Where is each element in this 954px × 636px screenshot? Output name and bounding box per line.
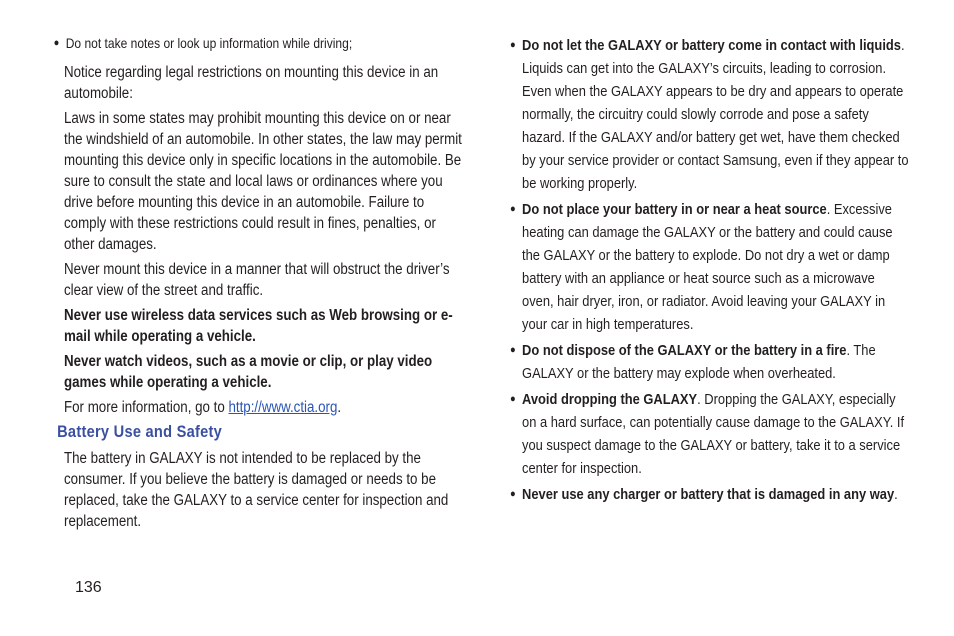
ctia-link[interactable]: http://www.ctia.org (228, 399, 338, 416)
bullet-text: . Liquids can get into the GALAXY’s circuits, leading to corrosion. Even when the GALAXY appears to be dry and appears to operate normally, the circuitry could slowly corrode and pose a safety hazard. If the GALAXY and/or battery get wet, have them checked by your service provider or contact Samsung, even if they appear to be working properly. (522, 37, 909, 192)
wireless-warning: Never use wireless data services such as Web browsing or e-mail while operating a vehicle. (64, 307, 453, 345)
more-info-suffix: . (337, 399, 342, 416)
section-heading: Battery Use and Safety (57, 422, 223, 441)
more-info-prefix: For more information, go to (64, 399, 229, 416)
bullet-dot-icon: ● (510, 203, 516, 215)
bullet-dot-icon: ● (510, 488, 516, 500)
bullet-fire (510, 339, 910, 385)
bullet-bold: Do not let the GALAXY or battery come in contact with liquids (522, 37, 901, 54)
bullet-dot-icon: ● (510, 344, 516, 356)
bullet-bold: Avoid dropping the GALAXY (522, 391, 698, 408)
right-column (510, 34, 910, 509)
bullet-driving-text: Do not take notes or look up information while driving; (65, 35, 353, 51)
notice-paragraph: Notice regarding legal restrictions on mounting this device in an automobile: (64, 64, 439, 102)
bullet-dot-icon: ● (510, 393, 516, 405)
laws-paragraph: Laws in some states may prohibit mounting this device on or near the windshield of an automobile. In other states, the law may permit mounting this device only in specific locations in the automobile. Be sure to consult the state and local laws or ordinances where you drive before mounting this device in an automobile. Failure to comply with these restrictions could result in fines, penalties, or other damages. (64, 110, 462, 253)
bullet-driving (54, 32, 464, 54)
left-column-content (53, 32, 464, 532)
bullet-bold: Do not place your battery in or near a heat source (522, 201, 827, 218)
bullet-dot-icon: ● (510, 39, 516, 51)
bullet-text: . (894, 486, 898, 503)
bullet-text: . Dropping the GALAXY, especially on a hard surface, can potentially cause damage to the GALAXY. If you suspect damage to the GALAXY or battery, take it to a service center for inspection. (522, 391, 905, 477)
bullet-charger (510, 483, 910, 506)
bullet-bold: Never use any charger or battery that is damaged in any way (522, 486, 895, 503)
battery-paragraph: The battery in GALAXY is not intended to be replaced by the consumer. If you believe the battery is damaged or needs to be replaced, take the GALAXY to a service center for inspection and replacement. (64, 450, 449, 530)
bullet-heat (510, 198, 910, 336)
bullet-liquids (510, 34, 910, 195)
left-column (53, 32, 464, 536)
page-number: 136 (75, 579, 102, 596)
never-mount-paragraph: Never mount this device in a manner that will obstruct the driver’s clear view of the street and traffic. (64, 261, 450, 299)
right-column-content (510, 34, 910, 506)
bullet-dropping (510, 388, 910, 480)
bullet-bold: Do not dispose of the GALAXY or the battery in a fire (522, 342, 847, 359)
bullet-dot-icon: ● (53, 37, 60, 49)
bullet-text: . Excessive heating can damage the GALAXY or the battery and could cause the GALAXY or the battery to explode. Do not dry a wet or damp battery with an appliance or heat source such as a microwave oven, hair dryer, iron, or radiator. Avoid leaving your GALAXY in your car in high temperatures. (522, 201, 893, 333)
more-info-paragraph (64, 397, 464, 418)
bullet-text: . The GALAXY or the battery may explode when overheated. (522, 342, 876, 382)
videos-warning: Never watch videos, such as a movie or clip, or play video games while operating a vehicle. (64, 353, 433, 391)
